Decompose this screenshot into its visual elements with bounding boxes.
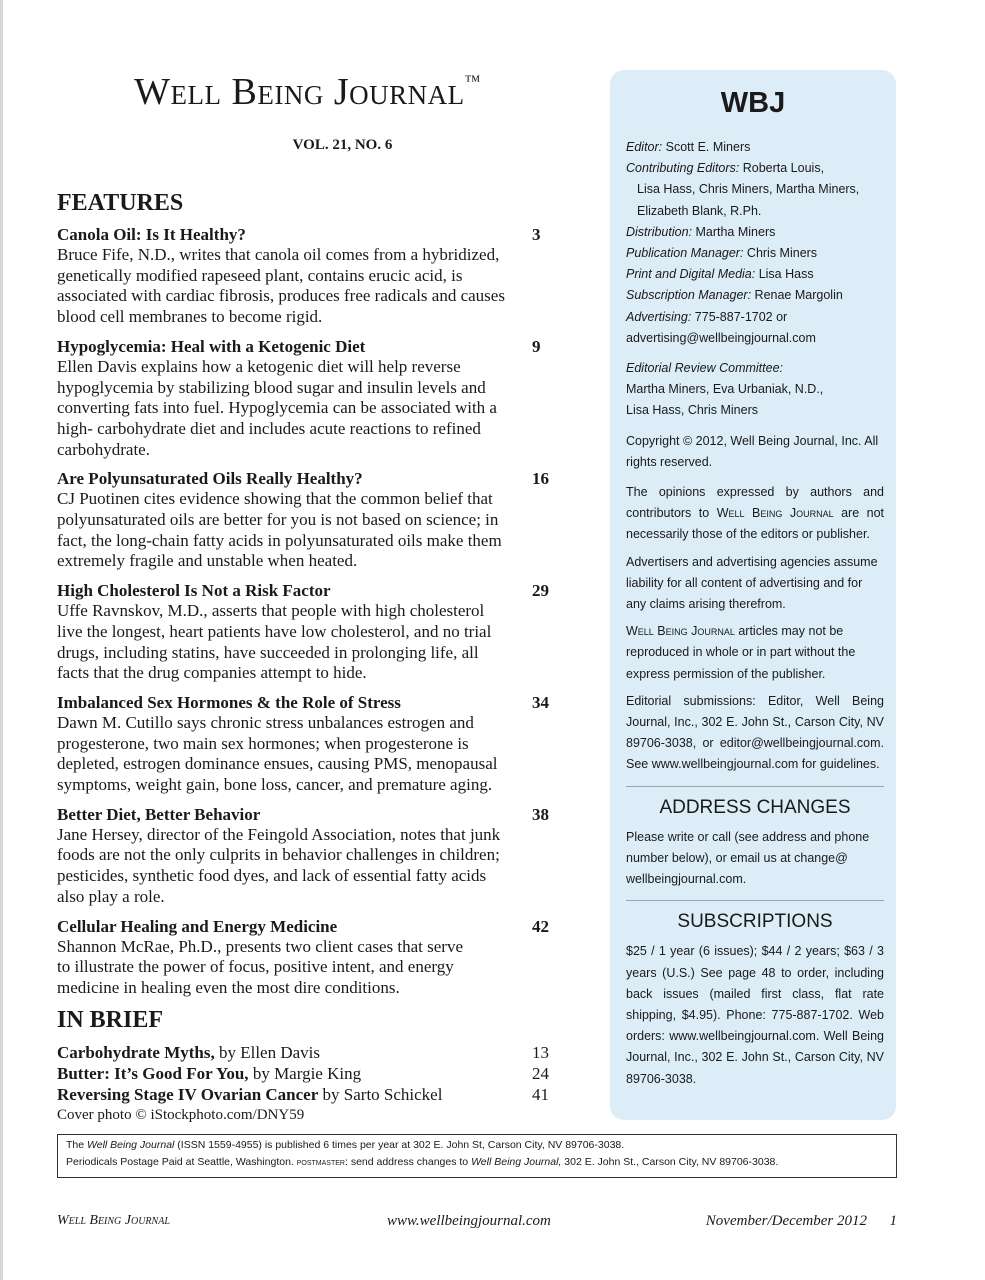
notice-text: (ISSN 1559-4955) is published 6 times per year at 302 E. John St, Carson City, NV 89706-3038. [174, 1139, 625, 1151]
page-edge [0, 0, 3, 1280]
subscription-manager-label: Subscription Manager: [626, 288, 752, 303]
article-title[interactable]: Imbalanced Sex Hormones & the Role of Stress [57, 692, 401, 712]
list-item [57, 1063, 552, 1084]
advertising-label: Advertising: [626, 309, 692, 324]
article-page: 29 [532, 581, 549, 601]
article-summary: Uffe Ravnskov, M.D., asserts that people with high cholesterol live the longest, heart patients have low cholesterol, and no trial drugs, including statins, have succeeded in prolonging life, all facts that the drug companies attempt to hide. [57, 601, 492, 683]
trademark: ™ [464, 73, 481, 90]
subscriptions-text: $25 / 1 year (6 issues); $44 / 2 years; $63 / 3 years (U.S.) See page 48 to order, including back issues (mailed first class, flat rate shipping, $4.95). Phone: 775-887-1702. Web orders: www.wellbeingjournal.com. Well Being Journal, Inc., 302 E. John St., Carson City, NV 89706-3038. [626, 944, 884, 1086]
article [57, 469, 552, 572]
page-footer [57, 1213, 897, 1233]
brief-title[interactable]: Reversing Stage IV Ovarian Cancer [57, 1085, 319, 1104]
footer-journal-name: Well Being Journal [57, 1213, 170, 1228]
article-title[interactable]: Are Polyunsaturated Oils Really Healthy? [57, 469, 363, 489]
review-names-1: Martha Miners, Eva Urbaniak, N.D., [626, 382, 824, 397]
article [57, 225, 552, 328]
contributors-line-3: Elizabeth Blank, R.Ph. [637, 203, 762, 218]
article [57, 581, 552, 684]
contributors-names: Roberta Louis, [739, 161, 825, 176]
panel-body [626, 137, 884, 1090]
article [57, 805, 552, 908]
brief-title[interactable]: Butter: It’s Good For You, [57, 1064, 249, 1083]
article-title[interactable]: Better Diet, Better Behavior [57, 804, 261, 824]
review-label [626, 358, 884, 379]
article-title[interactable]: High Cholesterol Is Not a Risk Factor [57, 581, 331, 601]
footer-issue-date: November/December 2012 1 [705, 1213, 897, 1229]
masthead-title-text: Well Being Journal [134, 71, 465, 113]
address-changes-text: Please write or call (see address and phone number below), or email us at change@ wellbeingjournal.com. [626, 829, 870, 887]
media-name: Lisa Hass [755, 267, 814, 282]
features-list [57, 225, 552, 1008]
volume-number: VOL. 21, NO. 6 [292, 137, 393, 153]
editor-label: Editor: [626, 140, 663, 154]
article-summary: Ellen Davis explains how a ketogenic diet will help reverse hypoglycemia by stabilizing blood sugar and insulin levels and converting fats into fuel. Hypoglycemia can be associated with a high- carbohydrate diet and includes acute reactions to refined carbohydrate. [57, 356, 497, 459]
subscription-manager-name: Renae Margolin [751, 288, 843, 303]
distribution-name: Martha Miners [692, 224, 776, 239]
notice-journal-name: Well Being Journal [87, 1139, 175, 1151]
brief-page: 41 [532, 1085, 549, 1104]
publication-line [626, 243, 884, 264]
article-page: 16 [532, 469, 549, 489]
features-heading: FEATURES [57, 190, 184, 216]
advertising-email[interactable]: advertising@wellbeingjournal.com [626, 330, 816, 345]
opinions-journal-name: Well Being Journal [716, 506, 834, 521]
article-page: 42 [532, 916, 549, 936]
media-label: Print and Digital Media: [626, 267, 756, 282]
info-panel [610, 70, 896, 1120]
reproduction-journal-name: Well Being Journal [626, 624, 735, 639]
notice-text: 302 E. John St., Carson City, NV 89706-3038. [561, 1156, 779, 1168]
in-brief-heading: IN BRIEF [57, 1007, 164, 1033]
article-title[interactable]: Hypoglycemia: Heal with a Ketogenic Diet [57, 336, 366, 356]
editor-name: Scott E. Miners [662, 140, 751, 154]
editor-line [626, 137, 884, 158]
notice-line-1 [66, 1137, 896, 1154]
article-summary: Bruce Fife, N.D., writes that canola oil comes from a hybridized, genetically modified rapeseed plant, contains erucic acid, is associated with cardiac fibrosis, produces free radicals and causes blood cell membranes to become rigid. [57, 245, 505, 327]
brief-page: 13 [532, 1043, 549, 1062]
article-title[interactable]: Cellular Healing and Energy Medicine [57, 916, 338, 936]
publication-notice [57, 1134, 897, 1178]
review-label-text: Editorial Review Committee: [626, 361, 783, 376]
article [57, 337, 552, 461]
opinions-text-1: The opinions expressed by authors and contributors to [626, 485, 884, 521]
reproduction-notice [626, 621, 884, 685]
article-title[interactable]: Canola Oil: Is It Healthy? [57, 225, 246, 244]
publication-name: Chris Miners [743, 246, 818, 261]
distribution-line [626, 222, 884, 243]
submissions-notice: Editorial submissions: Editor, Well Being Journal, Inc., 302 E. John St., Carson City, NV 89706-3038, or editor@wellbeingjournal.com. See www.wellbeingjournal.com for guidelines. [626, 693, 884, 772]
advertising-line [626, 307, 884, 328]
opinions-text-2: are not necessarily those of the editors or publisher. [626, 506, 885, 542]
brief-author: by Sarto Schickel [318, 1085, 443, 1104]
notice-text: The [66, 1139, 88, 1151]
list-item [57, 1084, 552, 1105]
article [57, 693, 552, 796]
subscription-manager-line [626, 285, 884, 306]
divider [626, 786, 884, 787]
brief-author: by Margie King [248, 1064, 362, 1083]
contributors-line-2: Lisa Hass, Chris Miners, Martha Miners, [637, 182, 860, 197]
divider [626, 900, 884, 901]
article [57, 917, 552, 999]
contributors-line [626, 158, 884, 179]
distribution-label: Distribution: [626, 224, 692, 239]
in-brief-list [57, 1042, 552, 1125]
copyright: Copyright © 2012, Well Being Journal, Inc. All rights reserved. [626, 433, 879, 469]
subscriptions-heading: SUBSCRIPTIONS [677, 911, 833, 933]
masthead-title [55, 70, 560, 114]
notice-text: : send address changes to [344, 1156, 472, 1168]
brief-title[interactable]: Carbohydrate Myths, [57, 1043, 215, 1062]
article-summary: Shannon McRae, Ph.D., presents two client cases that serve to illustrate the power of focus, positive intent, and energy medicine in healing even the most dire conditions. [57, 936, 464, 997]
panel-title: WBJ [720, 87, 786, 119]
review-names-2: Lisa Hass, Chris Miners [626, 403, 758, 418]
notice-text: Periodicals Postage Paid at Seattle, Washington. [66, 1156, 297, 1168]
notice-journal-name: Well Being Journal, [471, 1156, 562, 1168]
article-page: 9 [532, 336, 541, 356]
brief-author: by Ellen Davis [214, 1043, 321, 1062]
article-summary: CJ Puotinen cites evidence showing that the common belief that polyunsaturated oils are better for you is not based on science; in fact, the long-chain fatty acids in polyunsaturated oils make them extremely fragile and unstable when heated. [57, 489, 502, 571]
advertising-phone: 775-887-1702 or [691, 309, 788, 324]
media-line [626, 264, 884, 285]
brief-page: 24 [532, 1064, 549, 1083]
article-page: 38 [532, 804, 549, 824]
publication-label: Publication Manager: [626, 246, 744, 261]
article-page: 3 [532, 225, 541, 244]
address-changes-heading: ADDRESS CHANGES [659, 796, 851, 818]
opinions-disclaimer [626, 482, 884, 546]
notice-line-2 [66, 1154, 896, 1171]
reproduction-text: articles may not be reproduced in whole or in part without the express permission of the publisher. [626, 624, 856, 681]
notice-postmaster: postmaster [296, 1156, 345, 1168]
article-summary: Dawn M. Cutillo says chronic stress unbalances estrogen and progesterone, two main sex hormones; when progesterone is depleted, estrogen dominance ensues, causing PMS, menopausal symptoms, weight gain, bone loss, cancer, and premature aging. [57, 712, 498, 795]
article-summary: Jane Hersey, director of the Feingold Association, notes that junk foods are not the only culprits in behavior challenges in children; pesticides, synthetic food dyes, and lack of essential fatty acids also play a role. [57, 824, 501, 906]
contributors-label: Contributing Editors: [626, 161, 740, 176]
footer-website[interactable]: www.wellbeingjournal.com [387, 1213, 551, 1229]
list-item [57, 1042, 552, 1063]
advertisers-disclaimer: Advertisers and advertising agencies assume liability for all content of advertising and for any claims arising therefrom. [626, 554, 878, 612]
article-page: 34 [532, 692, 549, 712]
cover-credit: Cover photo © iStockphoto.com/DNY59 [57, 1107, 305, 1123]
